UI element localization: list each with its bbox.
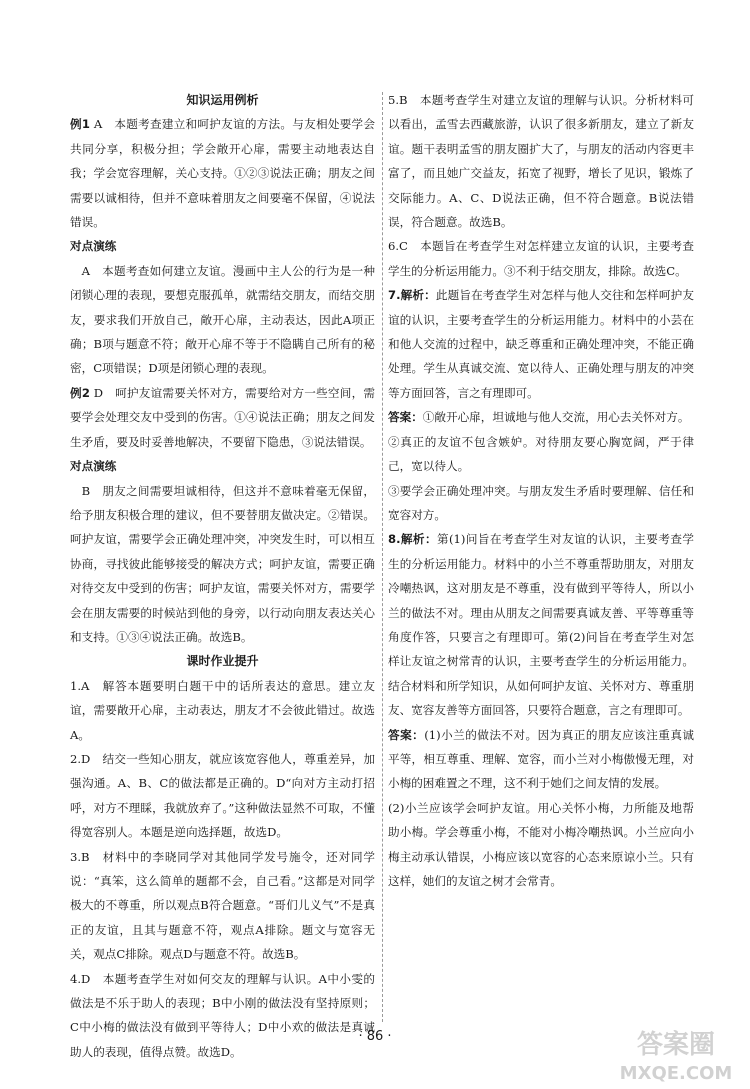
watermark-line-1: 答案圈 bbox=[636, 1030, 716, 1060]
homework-item-4: 4.D 本题考查学生对如何交友的理解与认识。A中小雯的做法是不乐于助人的表现；B中小刚的做法没有坚持原则；C中小梅的做法没有做到平等待人；D中小欢的做法是真诚助人的表现，值得点赞。故选D。 bbox=[70, 971, 375, 1059]
item-7-answer-label: 答案： bbox=[388, 410, 423, 425]
page-number: · 86 · bbox=[358, 1029, 392, 1044]
item-8-answer-label: 答案： bbox=[388, 727, 425, 742]
item-8-analysis: 第(1)问旨在考查学生对友谊的认识，主要考查学生的分析运用能力。材料中的小兰不尊重帮助朋友，对朋友冷嘲热讽，这对朋友是不尊重，没有做到平等待人，所以小兰的做法不对。理由从朋友之间需要真诚友善、平等尊重等角度作答，只要言之有理即可。第(2)问旨在考查学生对怎样让友谊之树常青的认识，主要考查学生的分析运用能力。结合材料和所学知识，从如何呵护友谊、关怀对方、尊重朋友、宽容友善等方面回答，只要符合题意，言之有理即可。 bbox=[388, 532, 694, 718]
homework-item-1: 1.A 解答本题要明白题干中的话所表达的意思。建立友谊，需要敞开心扉，主动表达，朋友才不会彼此错过。故选A。 bbox=[70, 678, 375, 742]
homework-item-2: 2.D 结交一些知心朋友，就应该宽容他人，尊重差异，加强沟通。A、B、C的做法都是正确的。D“向对方主动打招呼，对方不理睬，我就放弃了。”这种做法显然不可取，不懂得宽容别人。本题是逆向选择题，故选D。 bbox=[70, 751, 375, 840]
example-1-text: A 本题考查建立和呵护友谊的方法。与友相处要学会共同分享，积极分担；学会敞开心扉，需要主动地表达自我；学会宽容理解，关心支持。①②③说法正确；朋友之间需要以诚相待，但并不意味着朋友之间要毫不保留，④说法错误。 bbox=[70, 117, 375, 230]
left-column bbox=[70, 88, 375, 1064]
homework-item-5: 5.B 本题考查学生对建立友谊的理解与认识。分析材料可以看出，孟雪去西藏旅游，认识了很多新朋友，建立了新友谊。题干表明孟雪的朋友圈扩大了，与朋友的活动内容更丰富了，而且她广交益友，拓宽了视野，增长了见识，锻炼了交际能力。A、C、D说法正确，但不符合题意。B说法错误，符合题意。故选B。 bbox=[388, 93, 694, 230]
watermark-logo bbox=[606, 1021, 746, 1087]
item-7-answer-1-text: ①敞开心扉，坦诚地与他人交流，用心去关怀对方。 bbox=[422, 410, 690, 425]
item-7-analysis: 此题旨在考查学生对怎样与他人交往和怎样呵护友谊的认识，主要考查学生的分析运用能力。材料中的小芸在和他人交流的过程中，缺乏尊重和正确处理冲突，不能正确处理。学生从真诚交流、宽以待人、正确处理与朋友的冲突等方面回答，言之有理即可。 bbox=[388, 288, 694, 400]
practice-title-1: 对点演练 bbox=[70, 239, 117, 254]
item-8-answer-1 bbox=[388, 723, 694, 796]
item-7-answer-2: ②真正的友谊不包含嫉妒。对待朋友要心胸宽阔，严于律己，宽以待人。 bbox=[388, 434, 694, 474]
example-2 bbox=[70, 381, 375, 454]
homework-item-6: 6.C 本题旨在考查学生对怎样建立友谊的认识，主要考查学生的分析运用能力。③不利于结交朋友，排除。故选C。 bbox=[388, 239, 694, 278]
homework-item-7 bbox=[388, 283, 694, 405]
item-7-answer-1 bbox=[388, 405, 694, 429]
item-8-label: 8.解析： bbox=[388, 532, 437, 547]
item-7-label: 7.解析： bbox=[388, 288, 436, 303]
example-1-label: 例1 bbox=[70, 117, 90, 132]
right-column bbox=[388, 88, 694, 893]
example-2-text: D 呵护友谊需要关怀对方，需要给对方一些空间，需要学会处理交友中受到的伤害。①④说法正确；朋友之间发生矛盾，要及时妥善地解决，不要留下隐患，③说法错误。 bbox=[70, 385, 375, 449]
column-divider bbox=[382, 92, 383, 1022]
section-title-knowledge: 知识运用例析 bbox=[186, 93, 259, 107]
practice-1-text: A 本题考查如何建立友谊。漫画中主人公的行为是一种闭锁心理的表现，要想克服孤单，就需结交朋友，而结交朋友，要求我们开放自己，敞开心扉，主动表达，因此A项正确；B项与题意不符；敞开心扉不等于不隐瞒自己所有的秘密，C项错误；D项是闭锁心理的表现。 bbox=[70, 263, 375, 376]
homework-item-3: 3.B 材料中的李晓同学对其他同学发号施令，还对同学说：“真笨，这么简单的题都不会，自己看。”这都是对同学极大的不尊重，所以观点B符合题意。“哥们儿义气”不是真正的友谊，且其与题意不符，观点A排除。题文与宽容无关，观点C排除。观点D与题意不符。故选B。 bbox=[70, 849, 375, 962]
example-2-label: 例2 bbox=[70, 385, 90, 400]
item-7-answer-3: ③要学会正确处理冲突。与朋友发生矛盾时要理解、信任和宽容对方。 bbox=[388, 483, 694, 522]
practice-2-text: B 朋友之间需要坦诚相待，但这并不意味着毫无保留，给予朋友积极合理的建议，但不要替朋友做决定。②错误。呵护友谊，需要学会正确处理冲突，冲突发生时，可以相互协商，寻找彼此能够接受的解决方式；呵护友谊，需要正确对待交友中受到的伤害；呵护友谊，需要关怀对方，需要学会在朋友需要的时候站到他的身旁，以行动向朋友表达关心和支持。①③④说法正确。故选B。 bbox=[70, 483, 375, 644]
practice-title-2: 对点演练 bbox=[70, 459, 117, 474]
section-title-homework: 课时作业提升 bbox=[186, 654, 259, 669]
example-1 bbox=[70, 112, 375, 234]
homework-item-8 bbox=[388, 527, 694, 722]
item-8-answer-1-text: (1)小兰的做法不对。因为真正的朋友应该注重真诚平等，相互尊重、理解、宽容，而小兰对小梅傲慢无理，对小梅的困难置之不理，这不利于她们之间友情的发展。 bbox=[388, 727, 694, 791]
watermark-line-2: MXQE.COM bbox=[619, 1063, 733, 1084]
item-8-answer-2: (2)小兰应该学会呵护友谊。用心关怀小梅，力所能及地帮助小梅。学会尊重小梅，不能对小梅冷嘲热讽。小兰应向小梅主动承认错误，小梅应该以宽容的心态来原谅小兰。只有这样，她们的友谊之树才会常青。 bbox=[388, 800, 694, 888]
